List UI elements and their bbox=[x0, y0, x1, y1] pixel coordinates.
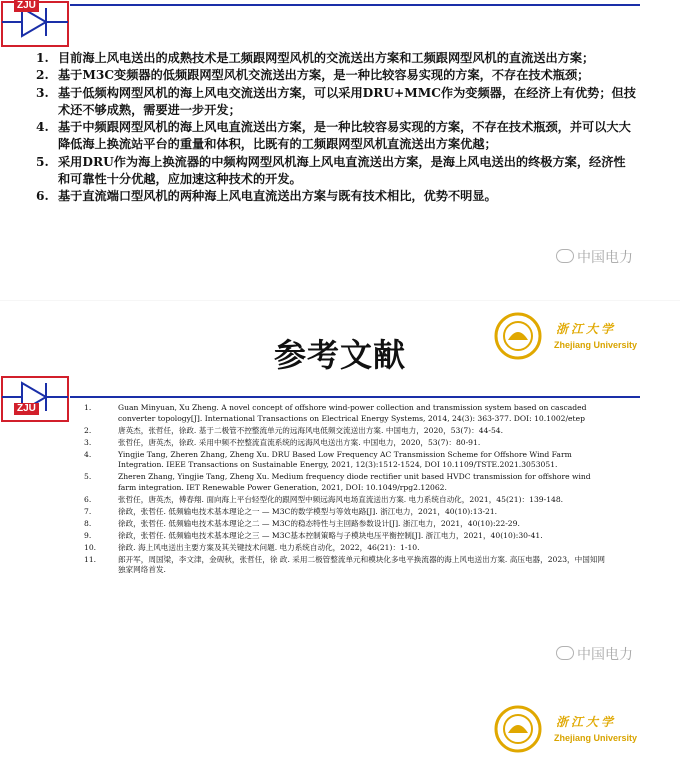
reference-item: 5. Zheren Zhang, Yingjie Tang, Zheng Xu. Medium frequency diode rectifier unit based HVDC transmission for offshore wind farm integration. IET Renewable Power Generation, 2021, DOI: 10.1049/rpg2.12062. bbox=[84, 472, 591, 492]
reference-item: 4. Yingjie Tang, Zheren Zhang, Zheng Xu. DRU Based Low Frequency AC Transmission Scheme for Offshore Wind Farm Integration. IEEE Transactions on Sustainable Energy, 2021, 12(3):1512-1524, DOI 10.1109/TSTE.2021.3053051. bbox=[84, 449, 572, 470]
wechat-icon bbox=[556, 249, 574, 263]
list-item: 4. 基于中频跟网型风机的海上风电直流送出方案，是一种比较容易实现的方案，不存在技术瓶颈，并可以大大降低海上换流站平台的重量和体积，比既有的工频跟网型风机直流送出方案优越； bbox=[36, 120, 631, 152]
list-item: 6. 基于直流端口型风机的两种海上风电直流送出方案与既有技术相比，优势不明显。 bbox=[36, 189, 497, 204]
zju-logo-label: ZJU bbox=[14, 403, 39, 415]
reference-item: 3. 张哲任，唐英杰，徐政. 采用中频不控整流直流系统的远海风电送出方案. 中国电力，2020，53(7)：80-91. bbox=[84, 437, 481, 447]
references-list bbox=[84, 403, 609, 577]
list-item: 1. 目前海上风电送出的成熟技术是工频跟网型风机的交流送出方案和工频跟网型风机的直流送出方案； bbox=[36, 51, 595, 65]
slide-separator bbox=[0, 300, 680, 301]
university-logo: 浙江大学 Zhejiang University bbox=[494, 705, 654, 755]
header-rule bbox=[70, 4, 640, 6]
reference-item: 11. 郎开军，周国梁，李文津，金砚秋，张哲任，徐 政. 采用二极管整流单元和模块化多电平换流器的海上风电送出方案. 高压电器，2023，中国知网独家网络首发. bbox=[84, 554, 606, 575]
list-item: 5. 采用DRU作为海上换流器的中频构网型风机海上风电直流送出方案，是海上风电送出的终极方案，经济性和可靠性十分优越，应加速这种技术的开发。 bbox=[36, 154, 626, 187]
reference-item: 8. 徐政，张哲任. 低频输电技术基本理论之二 — M3C的稳态特性与主回路参数设计[J]. 浙江电力，2021，40(10):22-29. bbox=[84, 518, 520, 528]
reference-item: 6. 张哲任，唐英杰，傅春翔. 面向海上平台轻型化的跟网型中频远海风电场直流送出方案. 电力系统自动化，2021，45(21)：139-148. bbox=[84, 494, 564, 504]
reference-item: 7. 徐政，张哲任. 低频输电技术基本理论之一 — M3C的数学模型与等效电路[J]. 浙江电力，2021，40(10):13-21. bbox=[84, 506, 498, 516]
conclusions-list bbox=[36, 50, 636, 206]
university-logo: 浙江大学 Zhejiang University bbox=[494, 312, 654, 362]
wechat-icon bbox=[556, 646, 574, 660]
header-rule bbox=[70, 396, 640, 398]
reference-item: 9. 徐政，张哲任. 低频输电技术基本理论之三 — M3C基本控制策略与子模块电压平衡控制[J]. 浙江电力，2021，40(10):30-41. bbox=[84, 530, 543, 540]
zju-logo bbox=[0, 375, 70, 425]
reference-item: 1. Guan Minyuan, Xu Zheng. A novel concept of offshore wind-power collection and transmission system based on cascaded converter topology[J]. International Transactions on Electrical Energy Systems, 2014, 24(3): 363-377. DOI: 10.1002/etep bbox=[84, 403, 587, 423]
zju-logo bbox=[0, 0, 70, 50]
list-item: 3. 基于低频构网型风机的海上风电交流送出方案，可以采用DRU+MMC作为变频器，在经济上有优势；但技术还不够成熟，需要进一步开发； bbox=[36, 85, 636, 117]
reference-item: 2. 唐英杰，张哲任，徐政. 基于二极管不控整流单元的远海风电低频交流送出方案. 中国电力，2020，53(7)：44-54. bbox=[84, 425, 504, 435]
university-emblem-icon bbox=[494, 705, 542, 753]
watermark: 中国电力 bbox=[556, 644, 633, 664]
watermark: 中国电力 bbox=[556, 247, 633, 267]
page-title: 参考文献 bbox=[273, 336, 406, 374]
diode-icon bbox=[0, 375, 70, 425]
reference-item: 10. 徐政. 海上风电送出主要方案及其关键技术问题. 电力系统自动化，2022，46(21)：1-10. bbox=[84, 542, 420, 552]
list-item: 2. 基于M3C变频器的低频跟网型风机交流送出方案，是一种比较容易实现的方案，不存在技术瓶颈； bbox=[36, 68, 590, 83]
zju-logo-label: ZJU bbox=[14, 0, 39, 12]
